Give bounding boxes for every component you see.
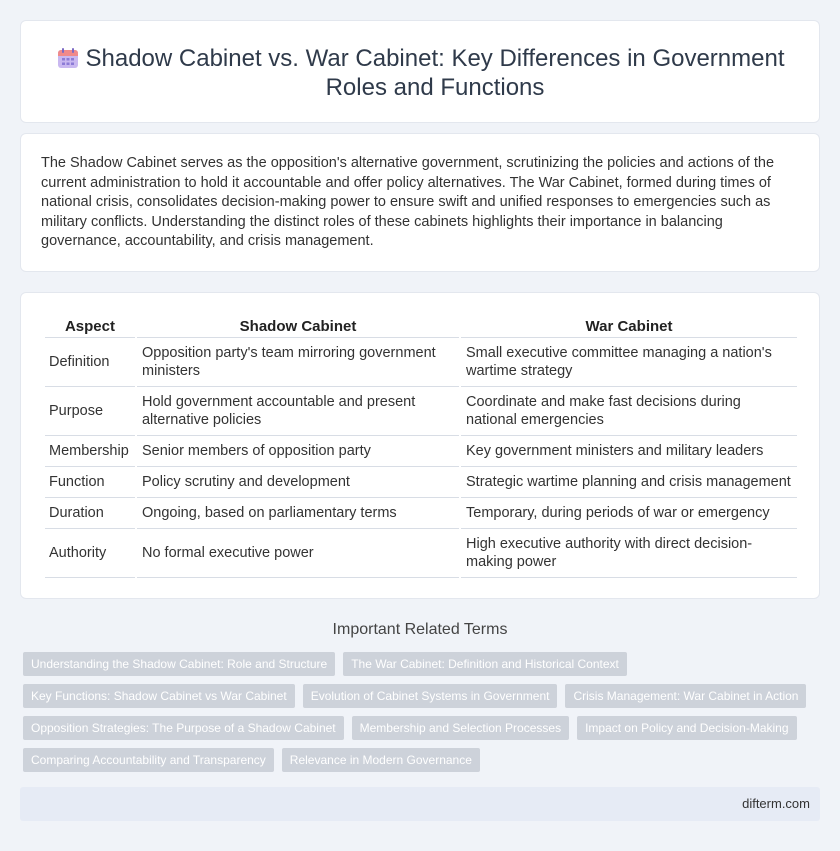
- table-row: [45, 498, 797, 529]
- related-term-tag[interactable]: Understanding the Shadow Cabinet: Role and Structure: [23, 652, 335, 676]
- aspect-cell: Duration: [45, 498, 135, 529]
- war-cell: Coordinate and make fast decisions during national emergencies: [461, 387, 797, 436]
- table-row: [45, 436, 797, 467]
- related-term-tag[interactable]: Comparing Accountability and Transparency: [23, 748, 274, 772]
- war-cell: High executive authority with direct decision-making power: [461, 529, 797, 578]
- shadow-cell: Ongoing, based on parliamentary terms: [137, 498, 459, 529]
- war-cell: Small executive committee managing a nation's wartime strategy: [461, 338, 797, 387]
- war-cell: Strategic wartime planning and crisis management: [461, 467, 797, 498]
- related-term-tag[interactable]: Impact on Policy and Decision-Making: [577, 716, 796, 740]
- comparison-card: [20, 292, 820, 599]
- related-term-tag[interactable]: The War Cabinet: Definition and Historical Context: [343, 652, 627, 676]
- related-term-tag[interactable]: Opposition Strategies: The Purpose of a Shadow Cabinet: [23, 716, 344, 740]
- related-term-tag[interactable]: Evolution of Cabinet Systems in Government: [303, 684, 558, 708]
- tag-row: [23, 652, 813, 676]
- table-row: [45, 529, 797, 578]
- tag-row: [23, 684, 813, 708]
- related-term-tag[interactable]: Key Functions: Shadow Cabinet vs War Cabinet: [23, 684, 295, 708]
- war-cell: Temporary, during periods of war or emergency: [461, 498, 797, 529]
- shadow-cell: Opposition party's team mirroring government ministers: [137, 338, 459, 387]
- header-war-cabinet: War Cabinet: [461, 315, 797, 338]
- footer: [20, 787, 820, 821]
- shadow-cell: Hold government accountable and present alternative policies: [137, 387, 459, 436]
- intro-card: [20, 133, 820, 272]
- aspect-cell: Membership: [45, 436, 135, 467]
- related-terms-title: Important Related Terms: [332, 621, 508, 638]
- page-title: Shadow Cabinet vs. War Cabinet: Key Differences in Government Roles and Functions: [85, 45, 785, 101]
- tag-row: [23, 748, 813, 772]
- comparison-table: [43, 315, 799, 578]
- shadow-cell: Senior members of opposition party: [137, 436, 459, 467]
- tag-row: [23, 716, 813, 740]
- aspect-cell: Purpose: [45, 387, 135, 436]
- related-terms-list: [23, 652, 813, 780]
- aspect-cell: Authority: [45, 529, 135, 578]
- table-row: [45, 338, 797, 387]
- header-card: [20, 20, 820, 123]
- shadow-cell: No formal executive power: [137, 529, 459, 578]
- site-name[interactable]: difterm.com: [742, 796, 810, 811]
- table-row: [45, 467, 797, 498]
- aspect-cell: Definition: [45, 338, 135, 387]
- shadow-cell: Policy scrutiny and development: [137, 467, 459, 498]
- war-cell: Key government ministers and military leaders: [461, 436, 797, 467]
- header-shadow-cabinet: Shadow Cabinet: [137, 315, 459, 338]
- related-term-tag[interactable]: Relevance in Modern Governance: [282, 748, 480, 772]
- table-header-row: [45, 315, 797, 338]
- aspect-cell: Function: [45, 467, 135, 498]
- header-aspect: Aspect: [45, 315, 135, 338]
- table-row: [45, 387, 797, 436]
- intro-paragraph: The Shadow Cabinet serves as the opposition's alternative government, scrutinizing the policies and actions of the current administration to hold it accountable and offer policy alternatives. The War Cabinet, formed during times of national crisis, consolidates decision-making power to ensure swift and unified responses to emergencies such as military conflicts. Understanding the distinct roles of these cabinets highlights their importance in balancing governance, accountability, and crisis management.: [41, 155, 775, 249]
- related-term-tag[interactable]: Crisis Management: War Cabinet in Action: [565, 684, 806, 708]
- related-term-tag[interactable]: Membership and Selection Processes: [352, 716, 569, 740]
